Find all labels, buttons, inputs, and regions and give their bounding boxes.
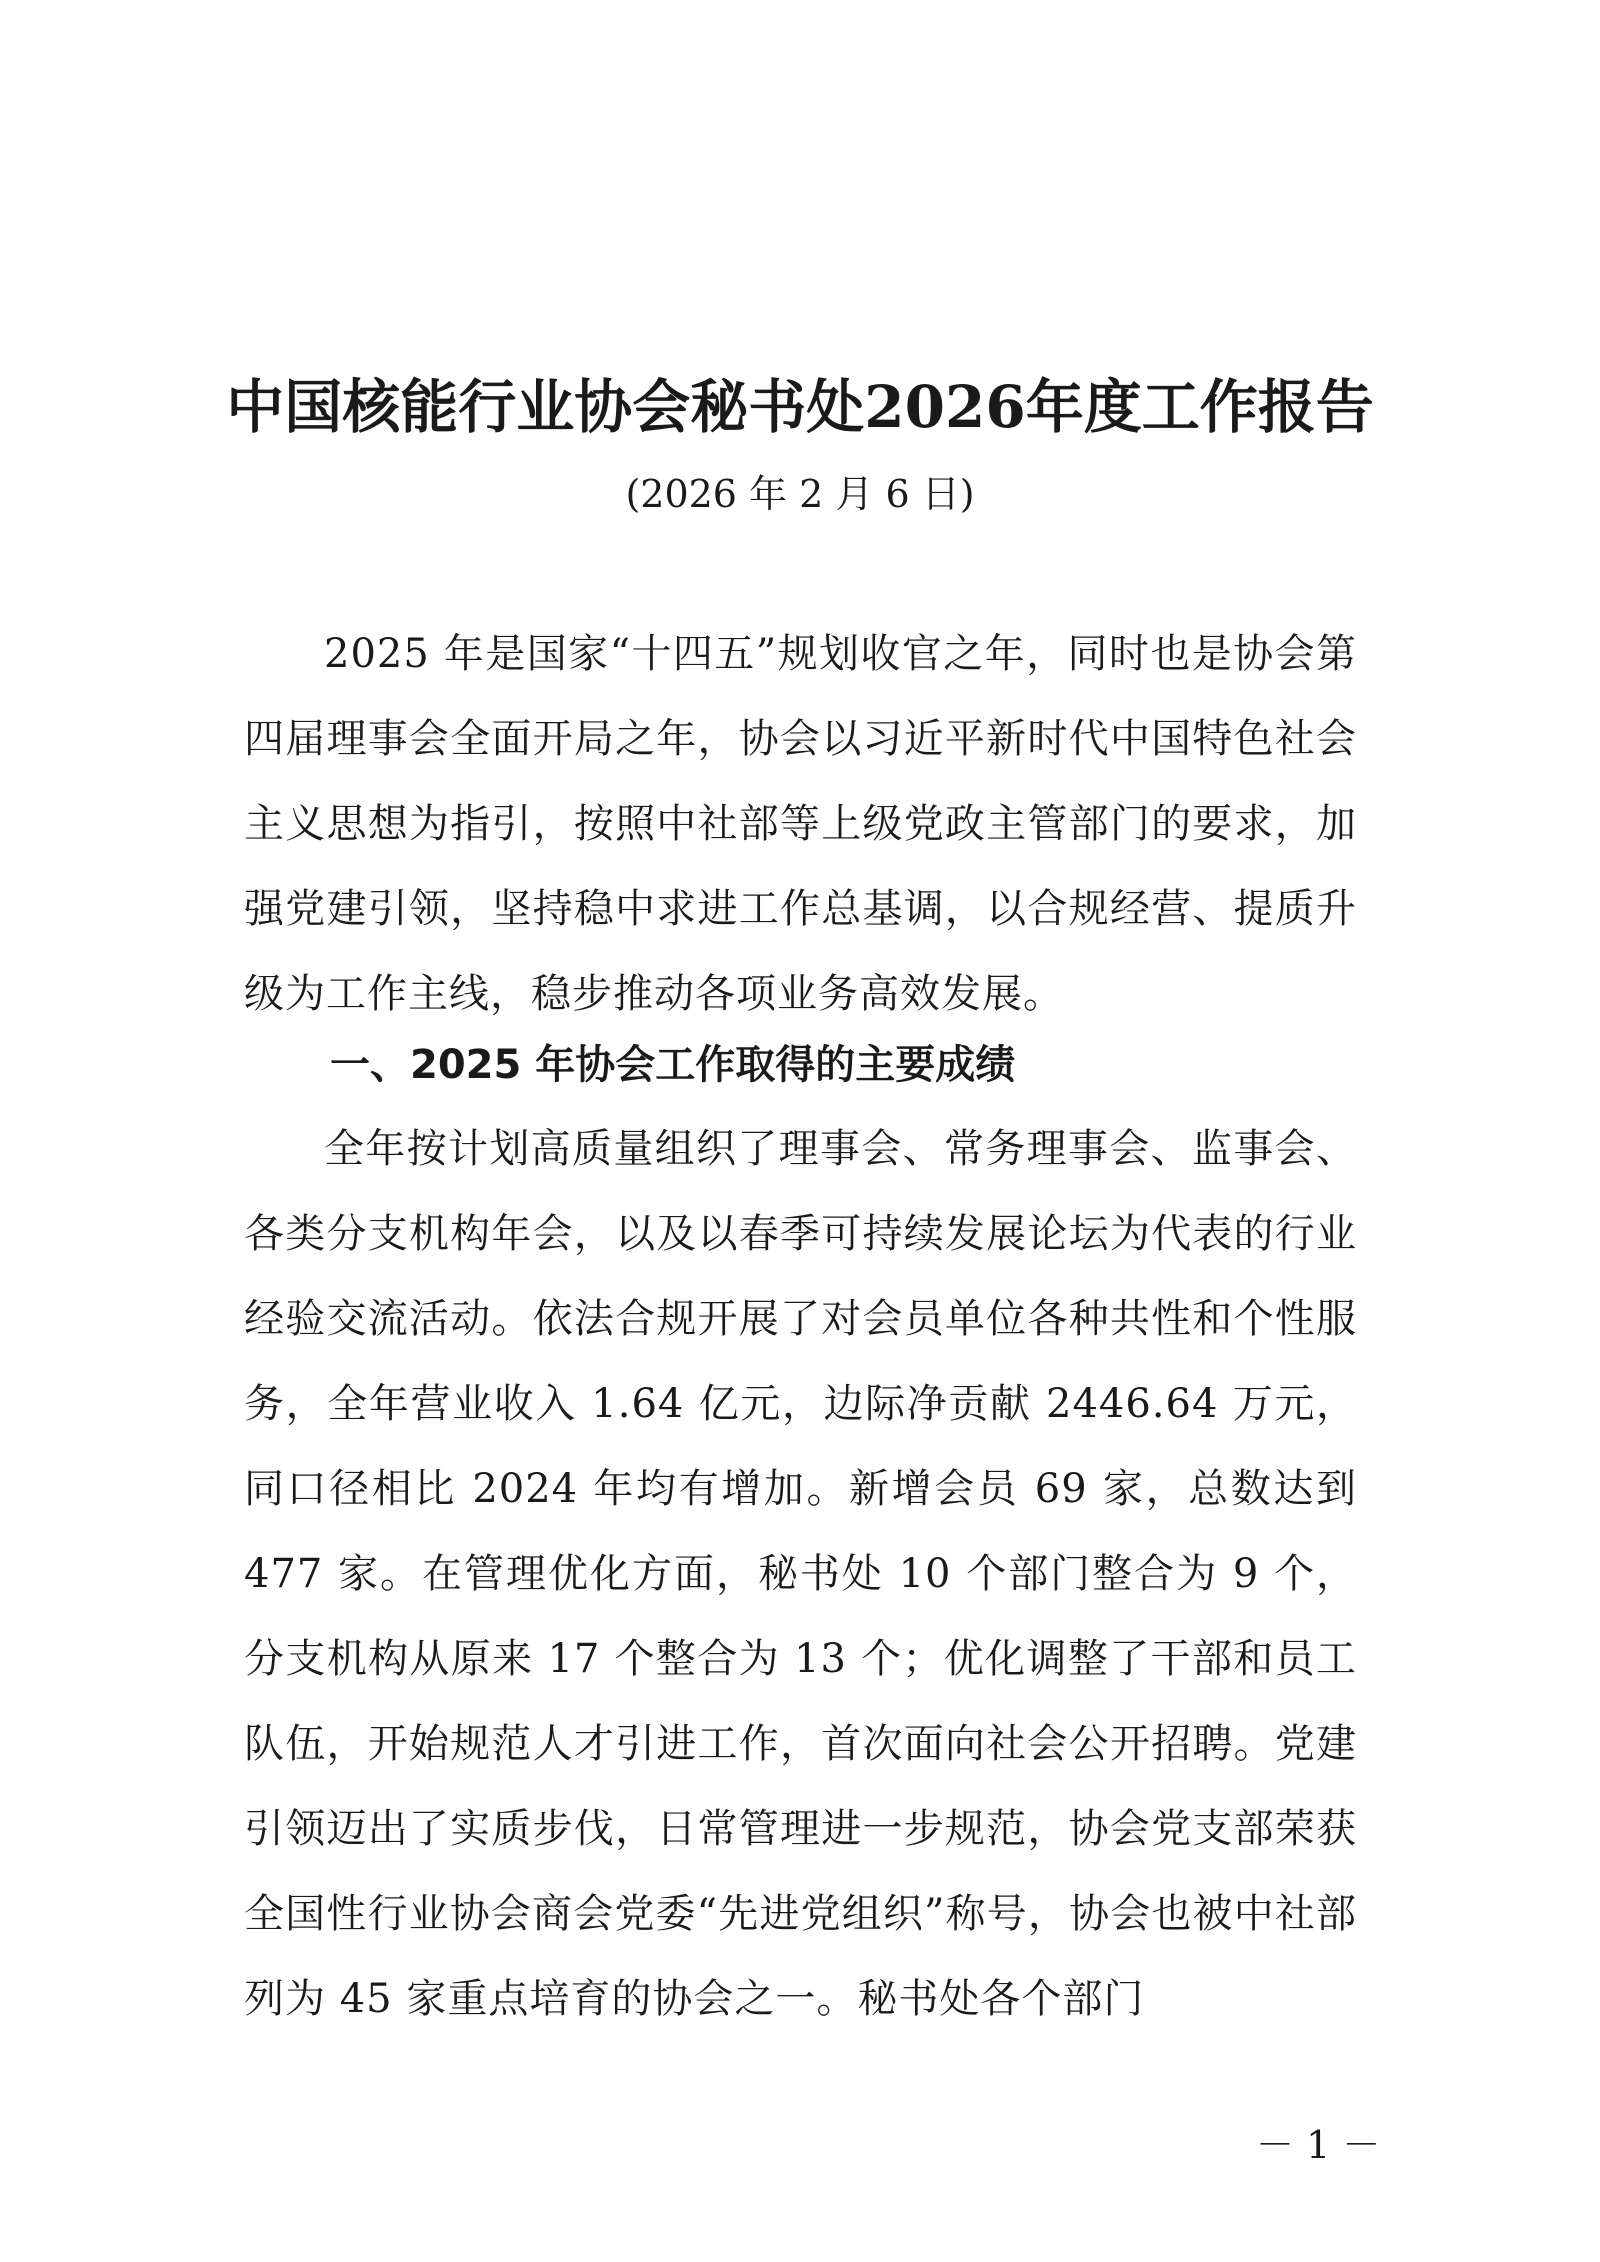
document-title: 中国核能行业协会秘书处2026年度工作报告 <box>226 373 1374 441</box>
paragraph-intro: 2025 年是国家“十四五”规划收官之年，同时也是协会第四届理事会全面开局之年，协会以习近平新时代中国特色社会主义思想为指引，按照中社部等上级党政主管部门的要求，加强党建引领，坚持稳中求进工作总基调，以合规经营、提质升级为工作主线，稳步推动各项业务高效发展。 <box>244 631 1357 1017</box>
document-date: (2026 年 2 月 6 日) <box>625 472 975 516</box>
paragraph-achievements: 全年按计划高质量组织了理事会、常务理事会、监事会、各类分支机构年会，以及以春季可持续发展论坛为代表的行业经验交流活动。依法合规开展了对会员单位各种共性和个性服务，全年营业收入 1.64 亿元，边际净贡献 2446.64 万元，同口径相比 2024 年均有增加。新增会员 69 家，总数达到 477 家。在管理优化方面，秘书处 10 个部门整合为 9 个，分支机构从原来 17 个整合为 13 个；优化调整了干部和员工队伍，开始规范人才引进工作，首次面向社会公开招聘。党建引领迈出了实质步伐，日常管理进一步规范，协会党支部荣获全国性行业协会商会党委“先进党组织”称号，协会也被中社部列为 45 家重点培育的协会之一。秘书处各个部门 <box>244 1126 1357 2022</box>
page-number: － 1 － <box>1256 2123 1381 2167</box>
section-heading-1: 一、2025 年协会工作取得的主要成绩 <box>330 1042 1016 1088</box>
